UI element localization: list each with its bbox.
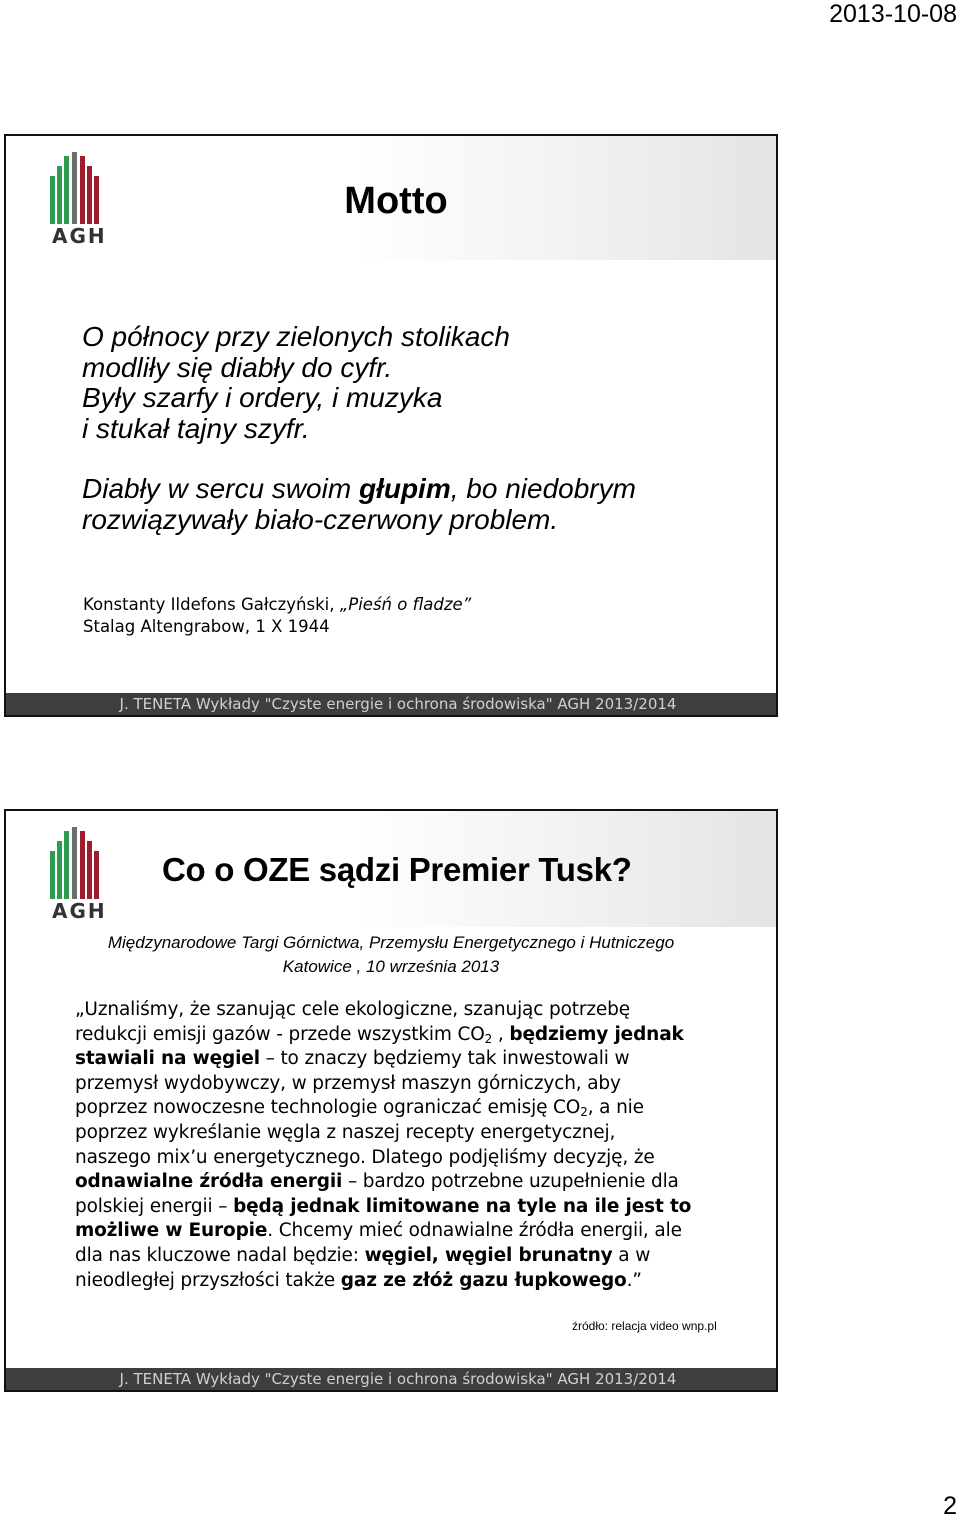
- poem-attribution: Konstanty Ildefons Gałczyński, „Pieśń o fladze” Stalag Altengrabow, 1 X 1944: [83, 595, 472, 636]
- agh-logo-text: AGH: [52, 899, 107, 923]
- poem-stanza: [82, 322, 636, 444]
- slide-title: Motto: [344, 180, 448, 222]
- slide-premier-tusk: [4, 809, 778, 1392]
- page-date: 2013-10-08: [829, 0, 957, 28]
- quote: „Uznaliśmy, że szanując cele ekologiczne, szanując potrzebę redukcji emisji gazów - przede wszystkim $CO_2$ , będziemy jednak stawiali na węgiel – to znaczy będziemy tak inwestowali w przemysł wydobywczy, w przemysł maszyn górniczych, aby poprzez nowoczesne technologie ograniczać emisję $CO_2$, a nie poprzez wykreślanie węgla z naszej recepty energetycznej, naszego mix’u energetycznego. Dlatego podjęliśmy decyzję, że odnawialne źródła energii – bardzo potrzebne uzupełnienie dla polskiej energii – będą jednak limitowane na tyle na ile jest to możliwe w Europie. Chcemy mieć odnawialne źródła energii, ale dla nas kluczowe nadal będzie: węgiel, węgiel brunatny a w nieodległej przyszłości także gaz ze złóż gazu łupkowego.”: [75, 999, 692, 1291]
- poem: [82, 322, 636, 565]
- event-name: Międzynarodowe Targi Górnictwa, Przemysłu Energetycznego i Hutniczego: [107, 933, 675, 952]
- poem-line: modliły się diabły do cyfr.: [82, 351, 393, 383]
- slide-footer: J. TENETA Wykłady "Czyste energie i ochrona środowiska" AGH 2013/2014: [6, 693, 776, 715]
- slide-footer: J. TENETA Wykłady "Czyste energie i ochrona środowiska" AGH 2013/2014: [6, 1368, 776, 1390]
- poem-line: Były szarfy i ordery, i muzyka: [82, 382, 443, 413]
- poem-line: i stukał tajny szyfr.: [82, 412, 310, 444]
- slide-header: [6, 136, 776, 260]
- slide-header: [6, 811, 776, 927]
- poem-stanza: [82, 474, 636, 535]
- event-place-date: Katowice , 10 września 2013: [282, 957, 500, 976]
- agh-logo-text: AGH: [52, 224, 107, 248]
- quote-source: źródło: relacja video wnp.pl: [572, 1319, 717, 1333]
- poem-line: rozwiązywały biało-czerwony problem.: [82, 503, 559, 535]
- slide-title: Co o OZE sądzi Premier Tusk?: [162, 851, 632, 888]
- page-number: 2: [943, 1492, 957, 1520]
- poem-line: O północy przy zielonych stolikach: [82, 321, 510, 352]
- slide-motto: [4, 134, 778, 717]
- poem-line: Diabły w sercu swoim głupim, bo niedobrym: [82, 473, 636, 504]
